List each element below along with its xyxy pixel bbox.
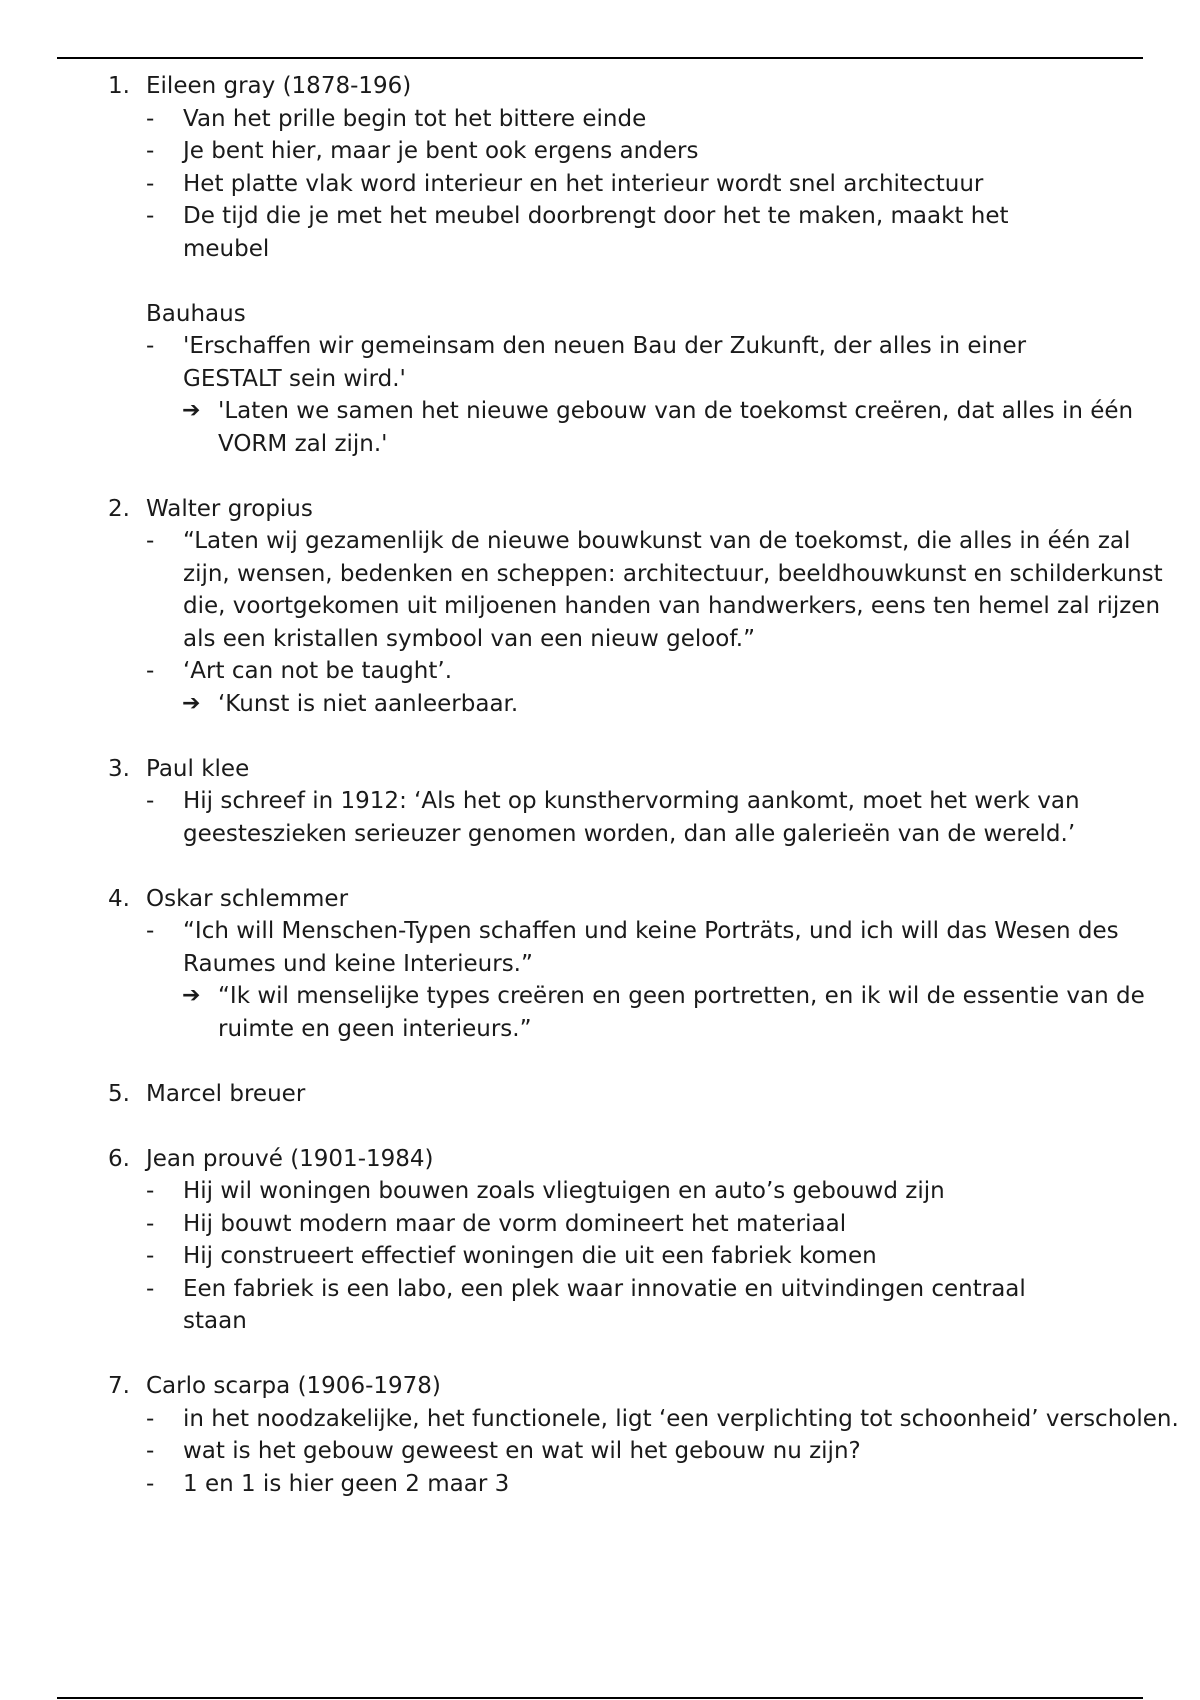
section-number: 5. [108,1080,130,1107]
bullet-dash: - [146,918,155,944]
section-heading [108,753,1138,786]
bullet-dash: - [146,788,155,814]
bullet-dash: - [146,1178,155,1204]
bullet-dash: - [146,1470,155,1497]
list-item [108,330,1098,395]
section-heading [108,1143,1138,1176]
section-title: Carlo scarpa (1906-1978) [146,1373,441,1399]
bullet-dash: - [146,1438,155,1464]
bullet-text: in het noodzakelijke, het functionele, ligt ‘een verplichting tot schoonheid’ verscholen. [183,1405,1179,1432]
bullet-text: Hij construeert effectief woningen die uit een fabriek komen [183,1243,877,1269]
bullet-dash: - [146,1405,155,1432]
list-item [108,1273,1083,1338]
translation-text: ‘Kunst is niet aanleerbaar. [218,690,519,717]
section-title: Eileen gray (1878-196) [146,73,412,99]
bullet-text: Een fabriek is een labo, een plek waar innovatie en uitvindingen centraal staan [183,1275,1026,1334]
section-heading [108,883,1138,916]
translation-item [108,688,1138,721]
section-heading [108,1078,1138,1111]
translation-text: 'Laten we samen het nieuwe gebouw van de toekomst creëren, dat alles in één VORM zal zijn.' [218,398,1134,457]
list-item [108,785,1200,850]
list-item [108,1435,1138,1468]
section-number: 1. [108,73,130,99]
arrow-right-icon: ➔ [182,398,201,423]
bullet-dash: - [146,203,155,229]
bottom-rule [57,1697,1143,1699]
list-item [108,135,1138,168]
bullet-dash: - [146,1275,155,1302]
bullet-dash: - [146,528,155,554]
section-number: 2. [108,495,130,522]
bullet-text: wat is het gebouw geweest en wat wil het gebouw nu zijn? [183,1438,861,1464]
arrow-right-icon: ➔ [182,690,201,716]
section-title: Marcel breuer [146,1080,306,1107]
section-heading [108,1370,1138,1403]
list-item [108,915,1200,980]
section-number: 6. [108,1145,130,1172]
list-item [108,200,1013,265]
section-title: Paul klee [146,755,250,782]
subheading-bauhaus: Bauhaus [146,300,246,327]
section-heading [108,70,1138,103]
bullet-dash: - [146,170,155,197]
bullet-dash: - [146,138,155,164]
list-item [108,525,1173,655]
bullet-dash: - [146,1210,155,1237]
list-item [108,1208,1138,1241]
section-title: Oskar schlemmer [146,885,349,912]
top-rule [57,57,1143,59]
bullet-text: Hij wil woningen bouwen zoals vliegtuigen en auto’s gebouwd zijn [183,1178,945,1204]
bullet-text: Het platte vlak word interieur en het interieur wordt snel architectuur [183,170,984,197]
section-number: 3. [108,755,130,782]
bullet-text: Je bent hier, maar je bent ook ergens anders [183,138,699,164]
bullet-text: “Ich will Menschen-Typen schaffen und keine Porträts, und ich will das Wesen des Raumes und keine Interieurs.” [183,918,1119,977]
bullet-text: 1 en 1 is hier geen 2 maar 3 [183,1470,510,1497]
bullet-text: Hij schreef in 1912: ‘Als het op kunsthervorming aankomt, moet het werk van geesteszieken serieuzer genomen worden, dan alle galerieën van de wereld.’ [183,788,1080,847]
list-item [108,1240,1138,1273]
bullet-dash: - [146,1243,155,1269]
translation-text: “Ik wil menselijke types creëren en geen portretten, en ik wil de essentie van de ruimte en geen interieurs.” [218,983,1145,1042]
list-item [108,1468,1138,1501]
bullet-text: De tijd die je met het meubel doorbrengt door het te maken, maakt het meubel [183,203,1009,262]
list-item [108,103,1138,136]
section-title: Jean prouvé (1901-1984) [146,1145,434,1172]
bullet-dash: - [146,105,155,132]
bullet-text: ‘Art can not be taught’. [183,658,453,684]
bullet-dash: - [146,658,155,684]
list-item [108,168,1138,201]
section-number: 4. [108,885,130,912]
arrow-right-icon: ➔ [182,983,201,1008]
section-title: Walter gropius [146,495,313,522]
section-number: 7. [108,1373,130,1399]
translation-item [108,395,1200,460]
translation-item [108,980,1200,1045]
list-item [108,1175,1138,1208]
bullet-text: 'Erschaffen wir gemeinsam den neuen Bau der Zukunft, der alles in einer GESTALT sein wird.' [183,333,1027,392]
list-item [108,655,1138,688]
document-body [108,70,1179,1500]
bullet-dash: - [146,333,155,359]
bullet-text: “Laten wij gezamenlijk de nieuwe bouwkunst van de toekomst, die alles in één zal zijn, wensen, bedenken en scheppen: architectuur, beeldhouwkunst en schilderkunst die, voortgekomen uit miljoenen handen van handwerkers, eens ten hemel zal rijzen als een kristallen symbool van een nieuw geloof.” [183,528,1163,652]
list-item [108,1403,1183,1436]
section-heading [108,493,1138,526]
bullet-text: Hij bouwt modern maar de vorm domineert het materiaal [183,1210,847,1237]
bullet-text: Van het prille begin tot het bittere einde [183,105,647,132]
